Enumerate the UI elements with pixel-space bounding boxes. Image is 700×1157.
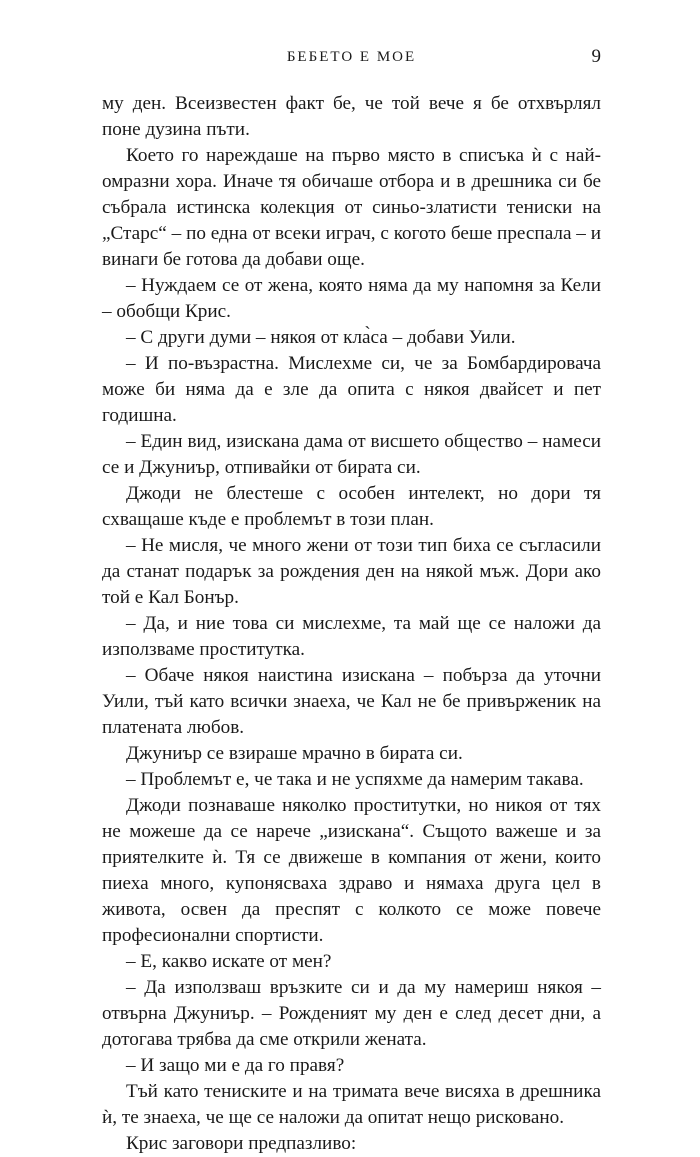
running-title: БЕБЕТО Е МОЕ xyxy=(286,49,417,65)
paragraph-1: му ден. Всеизвестен факт бе, че той вече я бе отхвърлял поне дузина пъти. xyxy=(102,93,601,140)
paragraph-13: Джоди познаваше няколко проститутки, но никоя от тях не можеше да се нарече „изискана“. Същото важеше и за приятелките ѝ. Тя се движеше в компания от жени, които пиеха много, купонясваха здраво и нямаха друга цел в живота, освен да преспят с колкото се може повече професионални спортисти. xyxy=(102,795,601,946)
paragraph-9: – Да, и ние това си мислехме, та май ще се наложи да използваме проститутка. xyxy=(102,613,601,660)
body-text xyxy=(102,91,601,1157)
paragraph-12: – Проблемът е, че така и не успяхме да намерим такава. xyxy=(126,769,584,790)
paragraph-6: – Един вид, изискана дама от висшето общество – намеси се и Джуниър, отпивайки от бирата си. xyxy=(102,431,601,478)
paragraph-5: – И по-възрастна. Мислехме си, че за Бомбардировача може би няма да е зле да опита с някоя двайсет и пет годишна. xyxy=(102,353,601,426)
paragraph-14: – Е, какво искате от мен? xyxy=(126,951,332,972)
paragraph-2: Което го нареждаше на първо място в списъка ѝ с най-омразни хора. Иначе тя обичаше отбора и в дрешника си бе събрала истинска колекция от синьо-златисти тениски на „Старс“ – по една от всеки играч, с когото беше преспала – и винаги бе готова да добави още. xyxy=(102,145,601,270)
paragraph-3: – Нуждаем се от жена, която няма да му напомня за Кели – обобщи Крис. xyxy=(102,275,601,322)
paragraph-10: – Обаче някоя наистина изискана – побърза да уточни Уили, тъй като всички знаеха, че Кал не бе привърженик на платената любов. xyxy=(102,665,601,738)
running-head xyxy=(102,46,601,70)
paragraph-17: Тъй като тениските и на тримата вече висяха в дрешника ѝ, те знаеха, че ще се наложи да опитат нещо рисковано. xyxy=(102,1081,601,1128)
paragraph-7: Джоди не блестеше с особен интелект, но дори тя схващаше къде е проблемът в този план. xyxy=(102,483,601,530)
paragraph-16: – И защо ми е да го правя? xyxy=(126,1055,345,1076)
paragraph-4: – С други думи – някоя от кла̀са – добави Уили. xyxy=(126,327,516,348)
page-number: 9 xyxy=(591,46,601,67)
paragraph-11: Джуниър се взираше мрачно в бирата си. xyxy=(126,743,463,764)
paragraph-15: – Да използваш връзките си и да му намериш някоя – отвърна Джуниър. – Рожденият му ден е след десет дни, а дотогава трябва да сме открили жената. xyxy=(102,977,601,1050)
paragraph-8: – Не мисля, че много жени от този тип биха се съгласили да станат подарък за рождения ден на някой мъж. Дори ако той е Кал Бонър. xyxy=(102,535,601,608)
paragraph-18: Крис заговори предпазливо: xyxy=(126,1133,357,1154)
